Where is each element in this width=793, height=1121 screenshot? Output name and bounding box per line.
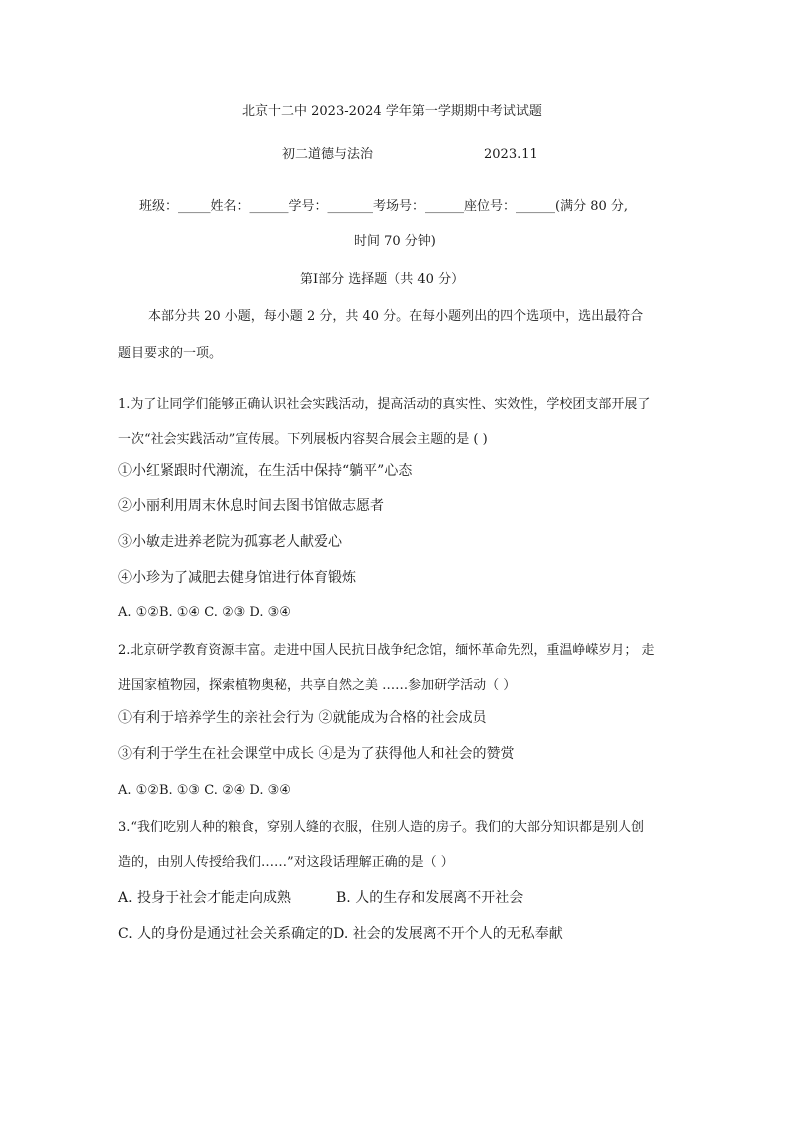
question-2-items-row-2: ③有利于学生在社会课堂中成长 ④是为了获得他人和社会的赞赏: [118, 746, 515, 762]
question-1-item-1: ①小红紧跟时代潮流，在生活中保持“躺平”心态: [118, 463, 413, 479]
question-3-option-a: A. 投身于社会才能走向成熟: [118, 890, 292, 906]
question-3-option-b: B. 人的生存和发展离不开社会: [336, 890, 524, 906]
question-2-options: A. ①②B. ①③ C. ②④ D. ③④: [118, 783, 291, 798]
question-1-item-4: ④小珍为了减肥去健身馆进行体育锻炼: [118, 570, 356, 586]
exam-title: 北京十二中 2023-2024 学年第一学期期中考试试题: [242, 104, 542, 119]
question-1-stem-line-2: 一次“社会实践活动”宣传展。下列展板内容契合展会主题的是 ( ): [118, 432, 488, 447]
section-instruction-2: 题目要求的一项。: [118, 346, 223, 361]
question-2-stem-line-1: 2.北京研学教育资源丰富。走进中国人民抗日战争纪念馆，缅怀革命先烈，重温峥嵘岁月； 走: [118, 643, 655, 658]
section-instruction-1: 本部分共 20 小题，每小题 2 分，共 40 分。在每小题列出的四个选项中，选出最符合: [148, 309, 644, 324]
subject-label: 初二道德与法治: [282, 147, 374, 162]
question-2-stem-line-2: 进国家植物园，探索植物奥秘，共享自然之美 ……参加研学活动（ ）: [118, 678, 517, 693]
question-1-item-2: ②小丽利用周末休息时间去图书馆做志愿者: [118, 498, 384, 514]
student-info-line-1: 班级：_____姓名：______学号：_______考场号：______座位号：______(满分 80 分,: [139, 199, 629, 214]
question-1-item-3: ③小敏走进养老院为孤寡老人献爱心: [118, 534, 342, 550]
question-2-items-row-1: ①有利于培养学生的亲社会行为 ②就能成为合格的社会成员: [118, 710, 487, 726]
question-1-options: A. ①②B. ①④ C. ②③ D. ③④: [118, 605, 291, 620]
exam-date: 2023.11: [484, 147, 538, 162]
question-3-stem-line-2: 造的，由别人传授给我们……”对这段话理解正确的是（ ）: [118, 855, 454, 870]
question-1-stem-line-1: 1.为了让同学们能够正确认识社会实践活动，提高活动的真实性、实效性，学校团支部开展了: [118, 397, 651, 412]
student-info-line-2: 时间 70 分钟): [354, 234, 436, 249]
question-3-stem-line-1: 3.“我们吃别人种的粮食，穿别人缝的衣服，住别人造的房子。我们的大部分知识都是别人创: [118, 820, 645, 835]
section-heading: 第Ⅰ部分 选择题（共 40 分）: [300, 272, 465, 287]
question-3-options-c-d: C. 人的身份是通过社会关系确定的D. 社会的发展离不开个人的无私奉献: [118, 926, 563, 942]
